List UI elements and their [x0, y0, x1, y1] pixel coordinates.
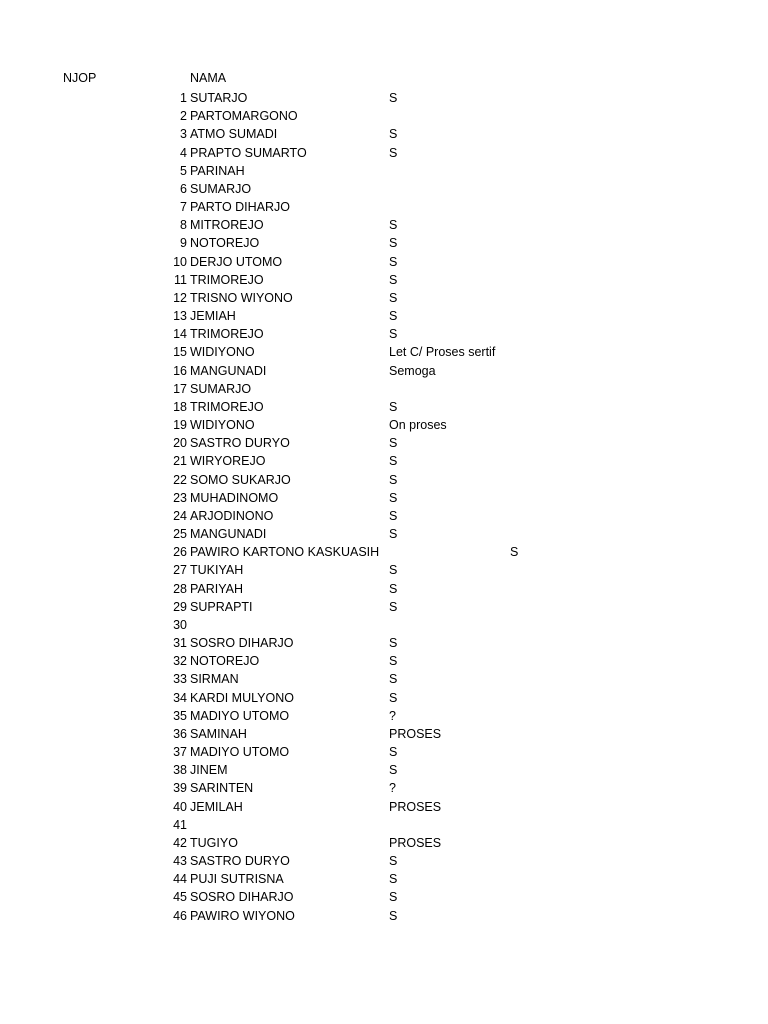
- row-status: S: [389, 436, 398, 451]
- row-status: S: [389, 327, 398, 342]
- row-number: 34: [173, 690, 187, 705]
- row-number: 4: [180, 145, 187, 160]
- table-row: [0, 343, 768, 361]
- header-njop: NJOP: [63, 71, 97, 85]
- table-row: [0, 616, 768, 634]
- row-number: 28: [173, 581, 187, 596]
- row-status: S: [389, 581, 398, 596]
- table-row: [0, 598, 768, 616]
- row-status: PROSES: [389, 726, 442, 741]
- row-name: PAWIRO KARTONO KASKUASIH: [190, 545, 380, 560]
- row-name: JEMIAH: [190, 309, 236, 324]
- row-number: 11: [174, 272, 187, 287]
- row-status: S: [389, 890, 398, 905]
- row-name: TUGIYO: [190, 835, 238, 850]
- table-row: [0, 271, 768, 289]
- row-number: 21: [173, 454, 187, 469]
- row-status: S: [389, 91, 398, 105]
- row-name: NOTOREJO: [190, 236, 260, 251]
- row-status: S: [389, 672, 398, 687]
- row-number: 24: [173, 508, 187, 523]
- row-number: 1: [180, 91, 187, 105]
- row-number: 36: [173, 726, 187, 741]
- table-row: [0, 489, 768, 507]
- row-name: TRIMOREJO: [190, 327, 264, 342]
- row-status: PROSES: [389, 799, 442, 814]
- table-row: [0, 779, 768, 797]
- row-number: 25: [173, 527, 187, 542]
- row-number: 7: [180, 200, 187, 215]
- table-row: [0, 761, 768, 779]
- table-row: [0, 888, 768, 906]
- row-status: S: [389, 908, 398, 923]
- row-status: S: [389, 763, 398, 778]
- row-name: MANGUNADI: [190, 527, 267, 542]
- row-name: SOSRO DIHARJO: [190, 890, 294, 905]
- row-number: 14: [173, 327, 187, 342]
- row-name: WIRYOREJO: [190, 454, 266, 469]
- row-number: 39: [173, 781, 187, 796]
- row-number: 29: [173, 599, 187, 614]
- table-row: [0, 216, 768, 234]
- header-nama: NAMA: [190, 71, 227, 85]
- row-name: PAWIRO WIYONO: [190, 908, 295, 923]
- row-status: S: [389, 254, 398, 269]
- row-status: S: [389, 236, 398, 251]
- table-row: [0, 816, 768, 834]
- row-status: Let C/ Proses sertif: [389, 345, 496, 360]
- table-row: [0, 725, 768, 743]
- row-name: DERJO UTOMO: [190, 254, 283, 269]
- row-name: KARDI MULYONO: [190, 690, 294, 705]
- table-row: [0, 89, 768, 107]
- row-status: S: [389, 454, 398, 469]
- row-status: S: [389, 527, 398, 542]
- row-status: S: [389, 218, 398, 233]
- table-row: [0, 743, 768, 761]
- table-row: [0, 398, 768, 416]
- table-row: [0, 125, 768, 143]
- table-row: [0, 144, 768, 162]
- row-name: PARINAH: [190, 163, 245, 178]
- row-name: PARTO DIHARJO: [190, 200, 291, 215]
- table-row: [0, 362, 768, 380]
- table-row: [0, 907, 768, 925]
- row-number: 43: [173, 854, 187, 869]
- table-row: [0, 870, 768, 888]
- row-status: ?: [389, 781, 396, 796]
- row-status: S: [389, 508, 398, 523]
- row-number: 16: [173, 363, 187, 378]
- row-status: Semoga: [389, 363, 436, 378]
- row-number: 13: [173, 309, 187, 324]
- row-status: S: [389, 636, 398, 651]
- table-row: [0, 652, 768, 670]
- row-name: TRISNO WIYONO: [190, 290, 293, 305]
- row-name: JEMILAH: [190, 799, 243, 814]
- table-row: [0, 580, 768, 598]
- row-status: S: [389, 854, 398, 869]
- row-status: S: [389, 272, 398, 287]
- row-number: 31: [173, 636, 187, 651]
- row-name: TRIMOREJO: [190, 272, 264, 287]
- row-number: 35: [173, 708, 187, 723]
- table-row: [0, 525, 768, 543]
- row-number: 23: [173, 490, 187, 505]
- table-row: [0, 198, 768, 216]
- row-number: 18: [173, 399, 187, 414]
- row-number: 10: [173, 254, 187, 269]
- row-name: MADIYO UTOMO: [190, 745, 290, 760]
- table-row: [0, 253, 768, 271]
- row-status: S: [389, 309, 398, 324]
- table-row: [0, 507, 768, 525]
- row-status: S: [389, 472, 398, 487]
- row-status: S: [389, 127, 398, 142]
- table-row: [0, 834, 768, 852]
- row-name: SUPRAPTI: [190, 599, 253, 614]
- table-row: [0, 634, 768, 652]
- table-row: [0, 234, 768, 252]
- row-status: S: [389, 563, 398, 578]
- table-row: [0, 180, 768, 198]
- row-number: 42: [173, 835, 187, 850]
- row-name: MITROREJO: [190, 218, 264, 233]
- row-number: 12: [173, 290, 187, 305]
- row-name: SOSRO DIHARJO: [190, 636, 294, 651]
- table-row: [0, 670, 768, 688]
- row-number: 3: [180, 127, 187, 142]
- row-name: SOMO SUKARJO: [190, 472, 291, 487]
- row-number: 38: [173, 763, 187, 778]
- row-number: 2: [180, 109, 187, 124]
- table-row: [0, 452, 768, 470]
- row-number: 15: [173, 345, 187, 360]
- table-row: [0, 380, 768, 398]
- row-name: SARINTEN: [190, 781, 254, 796]
- row-number: 40: [173, 799, 187, 814]
- row-name: SIRMAN: [190, 672, 239, 687]
- row-number: 20: [173, 436, 187, 451]
- row-name: SUTARJO: [190, 91, 248, 105]
- row-name: PRAPTO SUMARTO: [190, 145, 307, 160]
- row-status: S: [389, 399, 398, 414]
- table-row: [0, 325, 768, 343]
- row-number: 26: [173, 545, 187, 560]
- row-name: PUJI SUTRISNA: [190, 872, 284, 887]
- table-row: [0, 561, 768, 579]
- table-row: [0, 471, 768, 489]
- row-status: S: [389, 872, 398, 887]
- row-name: ARJODINONO: [190, 508, 274, 523]
- row-status: S: [389, 654, 398, 669]
- row-name: TUKIYAH: [190, 563, 244, 578]
- table-row: [0, 162, 768, 180]
- row-name: SASTRO DURYO: [190, 436, 290, 451]
- row-name: MADIYO UTOMO: [190, 708, 290, 723]
- row-status: On proses: [389, 418, 447, 433]
- table-row: [0, 434, 768, 452]
- row-number: 32: [173, 654, 187, 669]
- row-number: 9: [180, 236, 187, 251]
- row-number: 37: [173, 745, 187, 760]
- row-status: PROSES: [389, 835, 442, 850]
- row-name: ATMO SUMADI: [190, 127, 278, 142]
- row-name: PARTOMARGONO: [190, 109, 298, 124]
- row-number: 44: [173, 872, 187, 887]
- row-status: S: [389, 599, 398, 614]
- row-number: 17: [173, 381, 187, 396]
- row-status: ?: [389, 708, 396, 723]
- row-number: 33: [173, 672, 187, 687]
- row-name: SUMARJO: [190, 381, 252, 396]
- table-row: [0, 689, 768, 707]
- row-number: 8: [180, 218, 187, 233]
- row-number: 6: [180, 181, 187, 196]
- row-number: 41: [173, 817, 187, 832]
- row-name: SAMINAH: [190, 726, 247, 741]
- row-number: 46: [173, 908, 187, 923]
- row-name: MANGUNADI: [190, 363, 267, 378]
- row-status: S: [389, 690, 398, 705]
- table-row: [0, 707, 768, 725]
- row-number: 5: [180, 163, 187, 178]
- table-row: [0, 307, 768, 325]
- row-name: TRIMOREJO: [190, 399, 264, 414]
- row-status: S: [389, 745, 398, 760]
- row-name: SUMARJO: [190, 181, 252, 196]
- row-status: S: [510, 545, 519, 560]
- row-name: WIDIYONO: [190, 345, 255, 360]
- row-name: WIDIYONO: [190, 418, 255, 433]
- table-row: [0, 798, 768, 816]
- row-status: S: [389, 490, 398, 505]
- table-row: [0, 852, 768, 870]
- row-number: 30: [173, 617, 187, 632]
- row-number: 45: [173, 890, 187, 905]
- row-name: PARIYAH: [190, 581, 244, 596]
- row-name: NOTOREJO: [190, 654, 260, 669]
- row-number: 22: [173, 472, 187, 487]
- row-name: JINEM: [190, 763, 228, 778]
- row-number: 19: [173, 418, 187, 433]
- row-status: S: [389, 290, 398, 305]
- table-row: [0, 107, 768, 125]
- row-name: MUHADINOMO: [190, 490, 279, 505]
- row-number: 27: [173, 563, 187, 578]
- table-row: [0, 416, 768, 434]
- row-status: S: [389, 145, 398, 160]
- table-row: [0, 543, 768, 561]
- row-name: SASTRO DURYO: [190, 854, 290, 869]
- table-row: [0, 289, 768, 307]
